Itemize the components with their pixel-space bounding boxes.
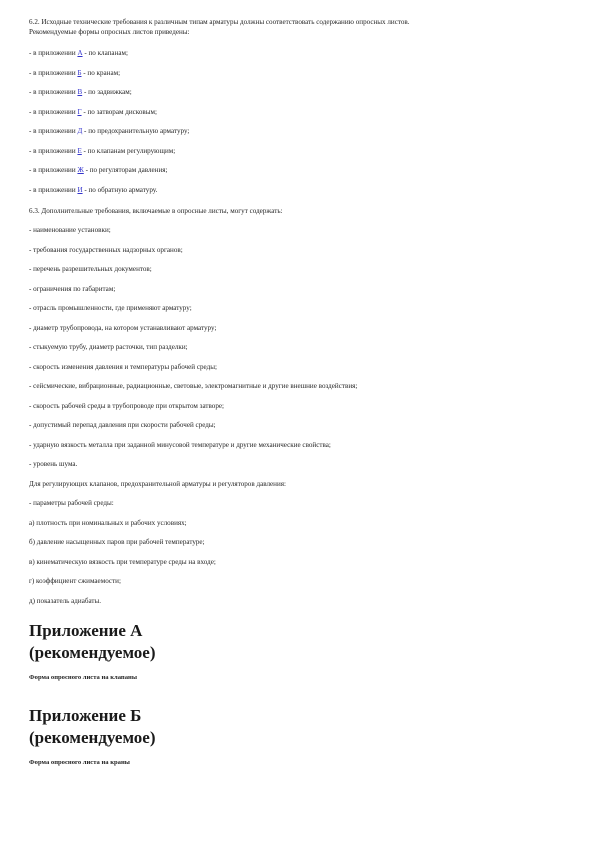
- link-appendix-e[interactable]: Е: [77, 147, 82, 155]
- para-regulating-intro: Для регулирующих клапанов, предохранительной арматуры и регуляторов давления:: [29, 480, 286, 488]
- list-item: - ограничения по габаритам;: [29, 285, 116, 293]
- appendix-a-title: Приложение А: [29, 621, 143, 640]
- appendix-b-title: Приложение Б: [29, 706, 142, 725]
- list-item: - отрасль промышленности, где применяют арматуру;: [29, 304, 192, 312]
- link-appendix-zh[interactable]: Ж: [77, 166, 84, 174]
- link-appendix-b[interactable]: Б: [77, 69, 82, 77]
- link-appendix-a[interactable]: А: [77, 49, 83, 57]
- list-item: г) коэффициент сжимаемости;: [29, 577, 121, 585]
- link-appendix-d[interactable]: Д: [77, 127, 83, 135]
- list-item: - параметры рабочей среды:: [29, 499, 114, 507]
- link-appendix-v[interactable]: В: [77, 88, 83, 96]
- para-additional-title: 6.3. Дополнительные требования, включаемые в опросные листы, могут содержать:: [29, 207, 283, 215]
- appendix-ref-d: - в приложении Д - по предохранительную арматуру;: [29, 127, 190, 135]
- list-item: в) кинематическую вязкость при температуре среды на входе;: [29, 558, 216, 566]
- appendix-ref-v: - в приложении В - по задвижкам;: [29, 88, 132, 96]
- list-item: - требования государственных надзорных органов;: [29, 246, 183, 254]
- list-item: - уровень шума.: [29, 460, 78, 468]
- para-requirements-line2: Рекомендуемые формы опросных листов приведены:: [29, 28, 190, 36]
- appendix-b-status: (рекомендуемое): [29, 728, 156, 747]
- appendix-ref-i: - в приложении И - по обратную арматуру.: [29, 186, 158, 194]
- para-requirements-line1: 6.2. Исходные технические требования к различным типам арматуры должны соответствовать содержанию опросных листов.: [29, 18, 410, 26]
- list-item: - перечень разрешительных документов;: [29, 265, 152, 273]
- list-item: д) показатель адиабаты.: [29, 597, 102, 605]
- list-item: - скорость изменения давления и температуры рабочей среды;: [29, 363, 217, 371]
- appendix-a-subtitle: Форма опросного листа на клапаны: [29, 674, 137, 681]
- appendix-ref-g: - в приложении Г - по затворам дисковым;: [29, 108, 158, 116]
- list-item: - наименование установки;: [29, 226, 111, 234]
- list-item: - стыкуемую трубу, диаметр расточки, тип разделки;: [29, 343, 188, 351]
- appendix-ref-zh: - в приложении Ж - по регуляторам давления;: [29, 166, 168, 174]
- list-item: - допустимый перепад давления при скорости рабочей среды;: [29, 421, 216, 429]
- appendix-b-subtitle: Форма опросного листа на краны: [29, 759, 130, 766]
- list-item: - сейсмические, вибрационные, радиационные, световые, электромагнитные и другие внешние воздействия;: [29, 382, 358, 390]
- appendix-a-status: (рекомендуемое): [29, 643, 156, 662]
- appendix-ref-e: - в приложении Е - по клапанам регулирующим;: [29, 147, 176, 155]
- appendix-ref-b: - в приложении Б - по кранам;: [29, 69, 121, 77]
- link-appendix-i[interactable]: И: [77, 186, 83, 194]
- link-appendix-g[interactable]: Г: [77, 108, 82, 116]
- list-item: а) плотность при номинальных и рабочих условиях;: [29, 519, 187, 527]
- list-item: - ударную вязкость металла при заданной минусовой температуре и другие механические свойства;: [29, 441, 331, 449]
- appendix-ref-a: - в приложении А - по клапанам;: [29, 49, 128, 57]
- list-item: б) давление насыщенных паров при рабочей температуре;: [29, 538, 205, 546]
- list-item: - скорость рабочей среды в трубопроводе при открытом затворе;: [29, 402, 225, 410]
- list-item: - диаметр трубопровода, на котором устанавливают арматуру;: [29, 324, 217, 332]
